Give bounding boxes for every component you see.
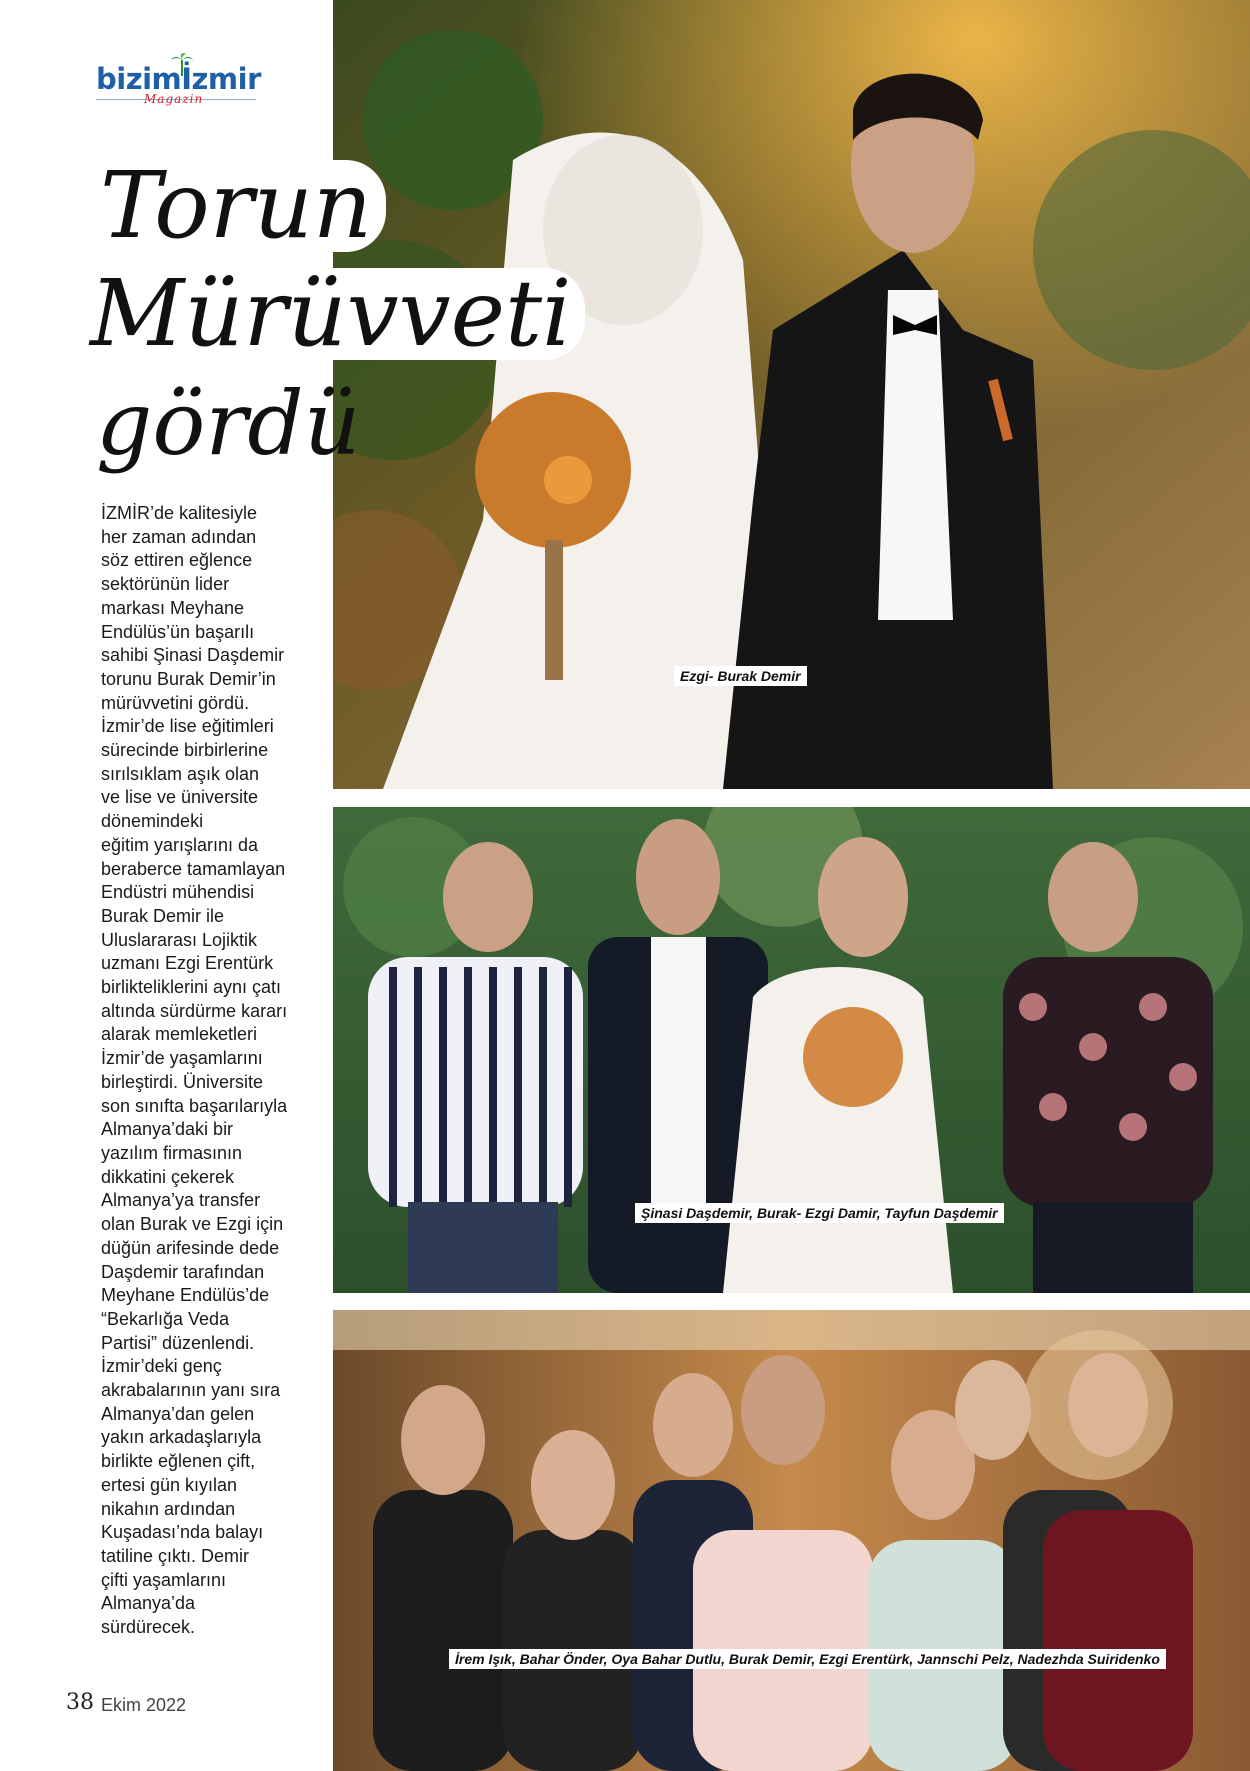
body-line: nikahın ardından xyxy=(101,1498,236,1519)
body-line: Almanya’dan gelen xyxy=(101,1403,255,1424)
body-line: çifti yaşamlarını xyxy=(101,1569,227,1590)
body-line: Almanya’daki bir xyxy=(101,1119,234,1140)
caption-photo-3: İrem Işık, Bahar Önder, Oya Bahar Dutlu, Burak Demir, Ezgi Erentürk, Jannschi Pelz, Nadezhda Suiridenko xyxy=(449,1649,1166,1669)
body-line: tatiline çıktı. Demir xyxy=(101,1545,250,1566)
title-line-3: gördü xyxy=(96,372,361,475)
article-body xyxy=(101,502,301,1640)
title-line-2: Mürüvveti xyxy=(86,268,585,360)
body-line: sırılsıklam aşık olan xyxy=(101,763,260,784)
body-line: birlikte eğlenen çift, xyxy=(101,1451,256,1472)
body-line: her zaman adından xyxy=(101,526,257,547)
body-line: Endülüs’ün başarılı xyxy=(101,621,255,642)
caption-photo-1: Ezgi- Burak Demir xyxy=(674,666,807,686)
body-line: beraberce tamamlayan xyxy=(101,858,286,879)
body-line: ve lise ve üniversite xyxy=(101,787,259,808)
body-line: İzmir’de lise eğitimleri xyxy=(101,716,274,737)
body-line: markası Meyhane xyxy=(101,597,245,618)
body-line: Partisi” düzenlendi. xyxy=(101,1332,255,1353)
body-line: akrabalarının yanı sıra xyxy=(101,1380,281,1401)
page-number: 38 xyxy=(66,1690,94,1715)
body-line: Daşdemir tarafından xyxy=(101,1261,265,1282)
body-line: birleştirdi. Üniversite xyxy=(101,1071,264,1092)
body-line: İzmir’de yaşamlarını xyxy=(101,1048,263,1069)
body-line: dikkatini çekerek xyxy=(101,1166,235,1187)
body-line: olan Burak ve Ezgi için xyxy=(101,1214,284,1235)
body-line: ertesi gün kıyılan xyxy=(101,1474,238,1495)
body-line: Kuşadası’nda balayı xyxy=(101,1522,264,1543)
body-line: İzmir’deki genç xyxy=(101,1356,222,1377)
body-line: torunu Burak Demir’in xyxy=(101,668,276,689)
logo-wordmark: bizimİzmir xyxy=(96,62,261,96)
body-line: düğün arifesinde dede xyxy=(101,1237,280,1258)
magazine-logo xyxy=(96,52,266,112)
caption-photo-2: Şinasi Daşdemir, Burak- Ezgi Damir, Tayfun Daşdemir xyxy=(635,1203,1004,1223)
body-line: uzmanı Ezgi Erentürk xyxy=(101,953,274,974)
body-line: Almanya’da xyxy=(101,1593,196,1614)
body-line: altında sürdürme kararı xyxy=(101,1000,288,1021)
body-line: sürecinde birbirlerine xyxy=(101,740,269,761)
body-line: Endüstri mühendisi xyxy=(101,882,255,903)
body-line: dönemindeki xyxy=(101,811,204,832)
body-line: Almanya’ya transfer xyxy=(101,1190,261,1211)
body-line: Burak Demir ile xyxy=(101,905,225,926)
logo-subtitle: Magazin xyxy=(144,92,204,106)
title-line-1: Torun xyxy=(96,160,386,252)
body-line: Uluslararası Lojiktik xyxy=(101,929,258,950)
body-line: yakın arkadaşlarıyla xyxy=(101,1427,262,1448)
body-line: sektörünün lider xyxy=(101,574,230,595)
body-line: sahibi Şinasi Daşdemir xyxy=(101,645,285,666)
body-line: “Bekarlığa Veda xyxy=(101,1308,230,1329)
body-line: eğitim yarışlarını da xyxy=(101,834,259,855)
body-line: söz ettiren eğlence xyxy=(101,550,253,571)
body-line: sürdürecek. xyxy=(101,1617,196,1638)
photo-friends xyxy=(333,1310,1250,1771)
body-line: Meyhane Endülüs’de xyxy=(101,1285,270,1306)
body-line: yazılım firmasının xyxy=(101,1142,243,1163)
body-line: birlikteliklerini aynı çatı xyxy=(101,977,282,998)
body-line: alarak memleketleri xyxy=(101,1024,258,1045)
body-line: son sınıfta başarılarıyla xyxy=(101,1095,288,1116)
body-line: İZMİR’de kalitesiyle xyxy=(101,503,258,523)
issue-date: Ekim 2022 xyxy=(101,1695,187,1715)
body-line: mürüvvetini gördü. xyxy=(101,692,250,713)
